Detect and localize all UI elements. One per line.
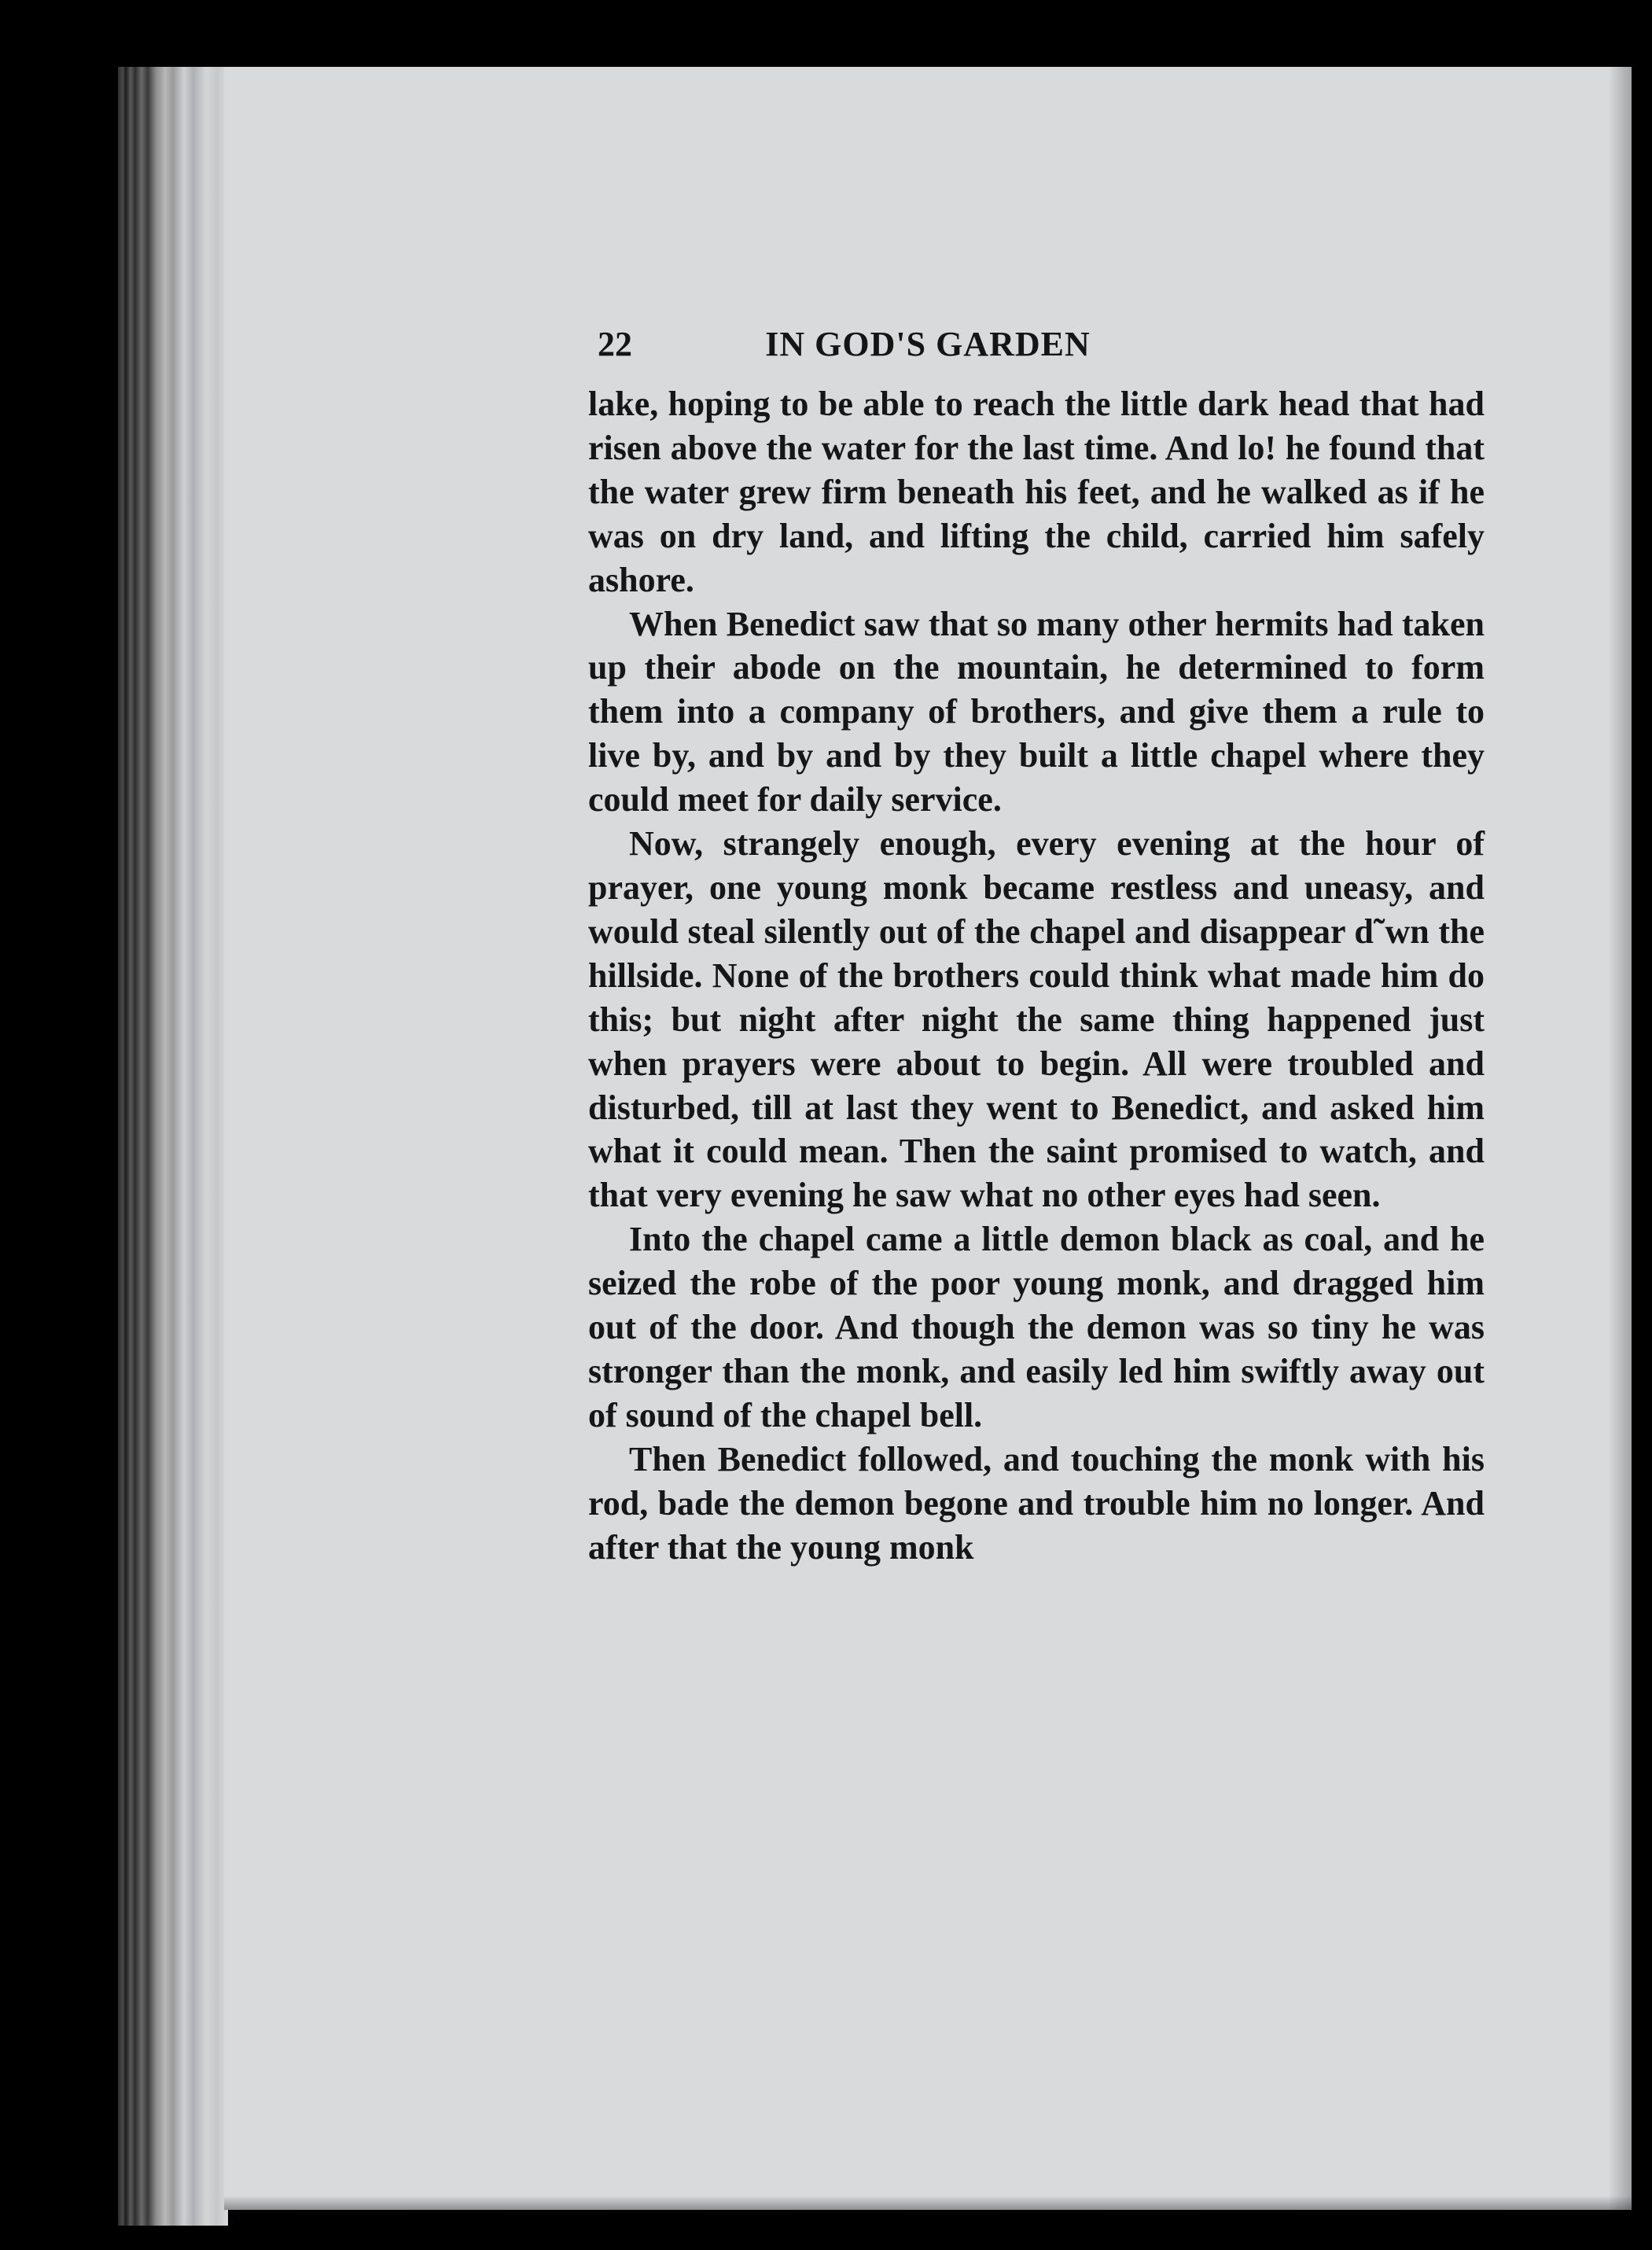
page-header (598, 324, 1258, 371)
page-number: 22 (598, 325, 632, 363)
paragraph: Now, strangely enough, every evening at the hour of prayer, one young monk became restless and uneasy, and would steal silently out of the chapel and disappear d˜wn the hillside. None of the brothers could think what made him do this; but night after night the same thing happened just when prayers were about to begin. All were troubled and disturbed, till at last they went to Benedict, and asked him what it could mean. Then the saint promised to watch, and that very evening he saw what no other eyes had seen. (588, 824, 1485, 1215)
book-spine-edge (118, 67, 228, 2226)
body-text (588, 382, 1485, 1569)
running-title: IN GOD'S GARDEN (765, 325, 1091, 363)
paragraph: Into the chapel came a little demon black as coal, and he seized the robe of the poor young monk, and dragged him out of the door. And though the demon was so tiny he was stronger than the monk, and easily led him swiftly away out of sound of the chapel bell. (588, 1220, 1485, 1434)
paragraph: When Benedict saw that so many other hermits had taken up their abode on the mountain, he determined to form them into a company of brothers, and give them a rule to live by, and by and by they built a little chapel where they could meet for daily service. (588, 604, 1485, 819)
paragraph-continued: lake, hoping to be able to reach the little dark head that had risen above the water for the last time. And lo! he found that the water grew firm beneath his feet, and he walked as if he was on dry land, and lifting the child, carried him safely ashore. (588, 385, 1485, 599)
page-right-shadow (1608, 67, 1632, 2210)
paragraph: Then Benedict followed, and touching the monk with his rod, bade the demon begone and trouble him no longer. And after that the young monk (588, 1439, 1485, 1567)
page-bottom-edge (224, 2196, 1632, 2210)
